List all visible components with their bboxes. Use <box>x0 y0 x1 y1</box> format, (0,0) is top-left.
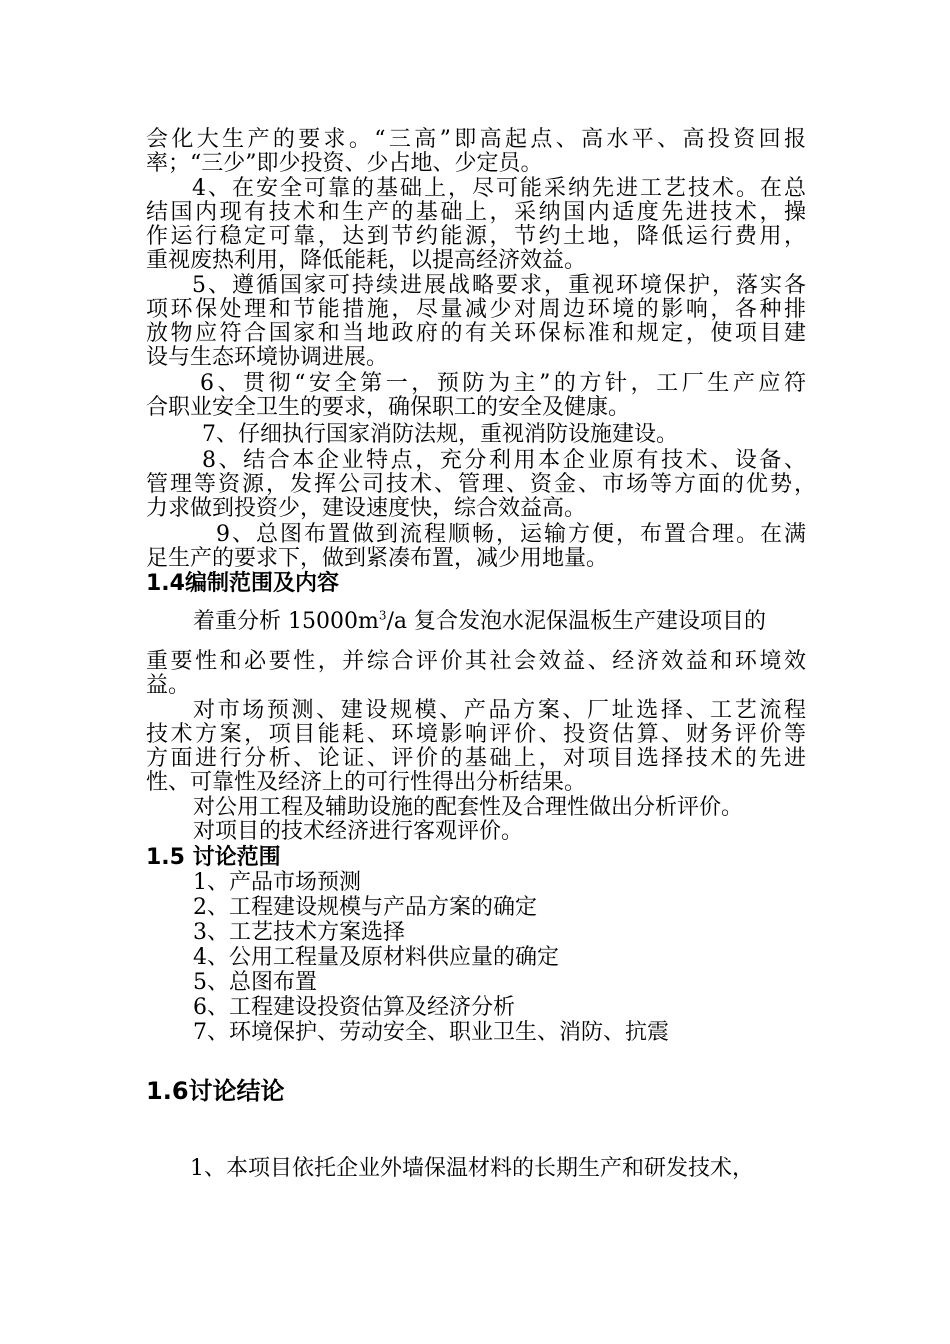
text-line: 7、仔细执行国家消防法规，重视消防设施建设。 <box>202 422 678 447</box>
paragraph-line: 益。 <box>146 673 191 698</box>
paragraph-line: 重要性和必要性，并综合评价其社会效益、经济效益和环境效 <box>146 649 806 674</box>
paragraph-line: 对市场预测、建设规模、产品方案、厂址选择、工艺流程 <box>193 698 806 723</box>
text-line: 设与生态环境协调进展。 <box>146 345 389 370</box>
list-item: 1、产品市场预测 <box>193 870 361 895</box>
text-line: 放物应符合国家和当地政府的有关环保标准和规定，使项目建 <box>146 321 806 346</box>
paragraph-line: 对项目的技术经济进行客观评价。 <box>193 819 524 844</box>
section-heading-1-6: 1.6讨论结论 <box>146 1077 285 1105</box>
list-item: 6、工程建设投资估算及经济分析 <box>193 995 515 1020</box>
text-line: 力求做到投资少，建设速度快，综合效益高。 <box>146 496 587 521</box>
section-heading-1-5: 1.5 讨论范围 <box>146 845 281 870</box>
text-line: 足生产的要求下，做到紧凑布置，减少用地量。 <box>146 546 609 571</box>
text-line: 结国内现有技术和生产的基础上，采纳国内适度先进技术，操 <box>146 200 806 225</box>
text-line: 5、遵循国家可持续进展战略要求，重视环境保护，落实各 <box>192 273 806 298</box>
text-line: 率；“三少”即少投资、少占地、少定员。 <box>146 151 543 176</box>
text-line: 9、总图布置做到流程顺畅，运输方便，布置合理。在满 <box>216 522 806 547</box>
paragraph-line <box>193 610 766 634</box>
text-line: 6、贯彻“安全第一，预防为主”的方针，工厂生产应符 <box>200 371 806 396</box>
paragraph-line: 对公用工程及辅助设施的配套性及合理性做出分析评价。 <box>193 795 744 820</box>
list-item: 2、工程建设规模与产品方案的确定 <box>193 895 537 920</box>
superscript: 3 <box>378 608 387 623</box>
list-item: 5、总图布置 <box>193 970 317 995</box>
paragraph-line: 性、可靠性及经济上的可行性得出分析结果。 <box>146 770 587 795</box>
paragraph-line: 1、本项目依托企业外墙保温材料的长期生产和研发技术， <box>190 1156 754 1181</box>
text-line: 项环保处理和节能措施，尽量减少对周边环境的影响，各种排 <box>146 297 806 322</box>
list-item: 3、工艺技术方案选择 <box>193 920 405 945</box>
text-line: 管理等资源，发挥公司技术、管理、资金、市场等方面的优势， <box>146 472 816 497</box>
text-line: 重视废热利用，降低能耗，以提高经济效益。 <box>146 248 587 273</box>
list-item: 7、环境保护、劳动安全、职业卫生、消防、抗震 <box>193 1020 669 1045</box>
text-line: 8、结合本企业特点，充分利用本企业原有技术、设备、 <box>202 448 806 473</box>
text-line: 4、在安全可靠的基础上，尽可能采纳先进工艺技术。在总 <box>192 176 806 201</box>
paragraph-text: 着重分析 15000m <box>193 609 379 634</box>
text-line: 会化大生产的要求。“三高”即高起点、高水平、高投资回报 <box>146 127 806 152</box>
paragraph-text: /a 复合发泡水泥保温板生产建设项目的 <box>386 609 767 634</box>
text-line: 作运行稳定可靠，达到节约能源，节约土地，降低运行费用， <box>146 224 806 249</box>
section-heading-1-4: 1.4编制范围及内容 <box>146 571 339 596</box>
text-line: 合职业安全卫生的要求，确保职工的安全及健康。 <box>146 395 631 420</box>
list-item: 4、公用工程量及原材料供应量的确定 <box>193 945 559 970</box>
paragraph-line: 方面进行分析、论证、评价的基础上，对项目选择技术的先进 <box>146 746 806 771</box>
paragraph-line: 技术方案，项目能耗、环境影响评价、投资估算、财务评价等 <box>146 722 806 747</box>
